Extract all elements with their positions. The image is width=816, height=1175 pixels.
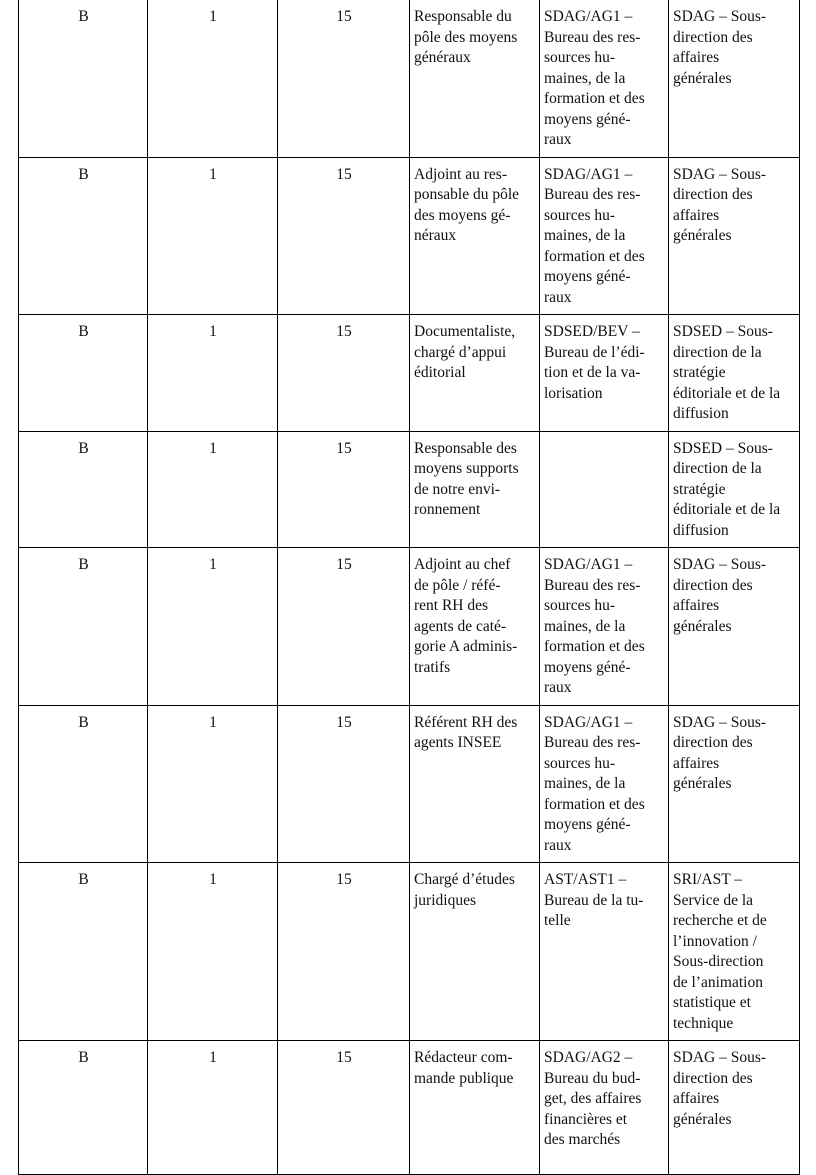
post-title-cell: Rédacteur com- mande publique [410,1041,540,1175]
post-title-cell: Référent RH des agents INSEE [410,705,540,863]
count-cell: 1 [148,315,278,432]
office-cell: SDAG/AG2 – Bureau du bud- get, des affaires financières et des marchés [540,1041,669,1175]
group-cell: 15 [278,315,410,432]
post-title-cell: Adjoint au chef de pôle / réfé- rent RH des agents de caté- gorie A adminis- tratifs [410,548,540,706]
category-cell: B [19,705,148,863]
count-cell: 1 [148,157,278,315]
direction-cell: SDAG – Sous- direction des affaires générales [669,0,800,157]
office-cell: SDAG/AG1 – Bureau des res- sources hu- maines, de la formation et des moyens géné- raux [540,705,669,863]
count-cell: 1 [148,1041,278,1175]
category-cell: B [19,548,148,706]
office-cell: SDAG/AG1 – Bureau des res- sources hu- maines, de la formation et des moyens géné- raux [540,0,669,157]
direction-cell: SDAG – Sous- direction des affaires générales [669,1041,800,1175]
direction-cell: SDAG – Sous- direction des affaires générales [669,157,800,315]
post-title-cell: Chargé d’études juridiques [410,863,540,1041]
group-cell: 15 [278,157,410,315]
office-cell [540,431,669,548]
group-cell: 15 [278,1041,410,1175]
table-row [19,705,800,863]
group-cell: 15 [278,705,410,863]
office-cell: SDSED/BEV – Bureau de l’édi- tion et de la va- lorisation [540,315,669,432]
table-row [19,315,800,432]
office-cell: AST/AST1 – Bureau de la tu- telle [540,863,669,1041]
count-cell: 1 [148,431,278,548]
category-cell: B [19,1041,148,1175]
table-row [19,157,800,315]
post-title-cell: Responsable du pôle des moyens généraux [410,0,540,157]
office-cell: SDAG/AG1 – Bureau des res- sources hu- maines, de la formation et des moyens géné- raux [540,157,669,315]
direction-cell: SDAG – Sous- direction des affaires générales [669,548,800,706]
post-title-cell: Adjoint au res- ponsable du pôle des moyens gé- néraux [410,157,540,315]
table-row [19,1041,800,1175]
table-row [19,548,800,706]
direction-cell: SDSED – Sous- direction de la stratégie éditoriale et de la diffusion [669,431,800,548]
category-cell: B [19,0,148,157]
direction-cell: SDSED – Sous- direction de la stratégie éditoriale et de la diffusion [669,315,800,432]
category-cell: B [19,157,148,315]
group-cell: 15 [278,431,410,548]
count-cell: 1 [148,0,278,157]
category-cell: B [19,863,148,1041]
group-cell: 15 [278,863,410,1041]
group-cell: 15 [278,548,410,706]
office-cell: SDAG/AG1 – Bureau des res- sources hu- maines, de la formation et des moyens géné- raux [540,548,669,706]
category-cell: B [19,315,148,432]
count-cell: 1 [148,548,278,706]
category-cell: B [19,431,148,548]
table-row [19,0,800,157]
table-row [19,431,800,548]
positions-table [18,0,800,1175]
count-cell: 1 [148,705,278,863]
post-title-cell: Documentaliste, chargé d’appui éditorial [410,315,540,432]
count-cell: 1 [148,863,278,1041]
group-cell: 15 [278,0,410,157]
direction-cell: SRI/AST – Service de la recherche et de l’innovation / Sous-direction de l’animation statistique et technique [669,863,800,1041]
post-title-cell: Responsable des moyens supports de notre envi- ronnement [410,431,540,548]
table-row [19,863,800,1041]
direction-cell: SDAG – Sous- direction des affaires générales [669,705,800,863]
